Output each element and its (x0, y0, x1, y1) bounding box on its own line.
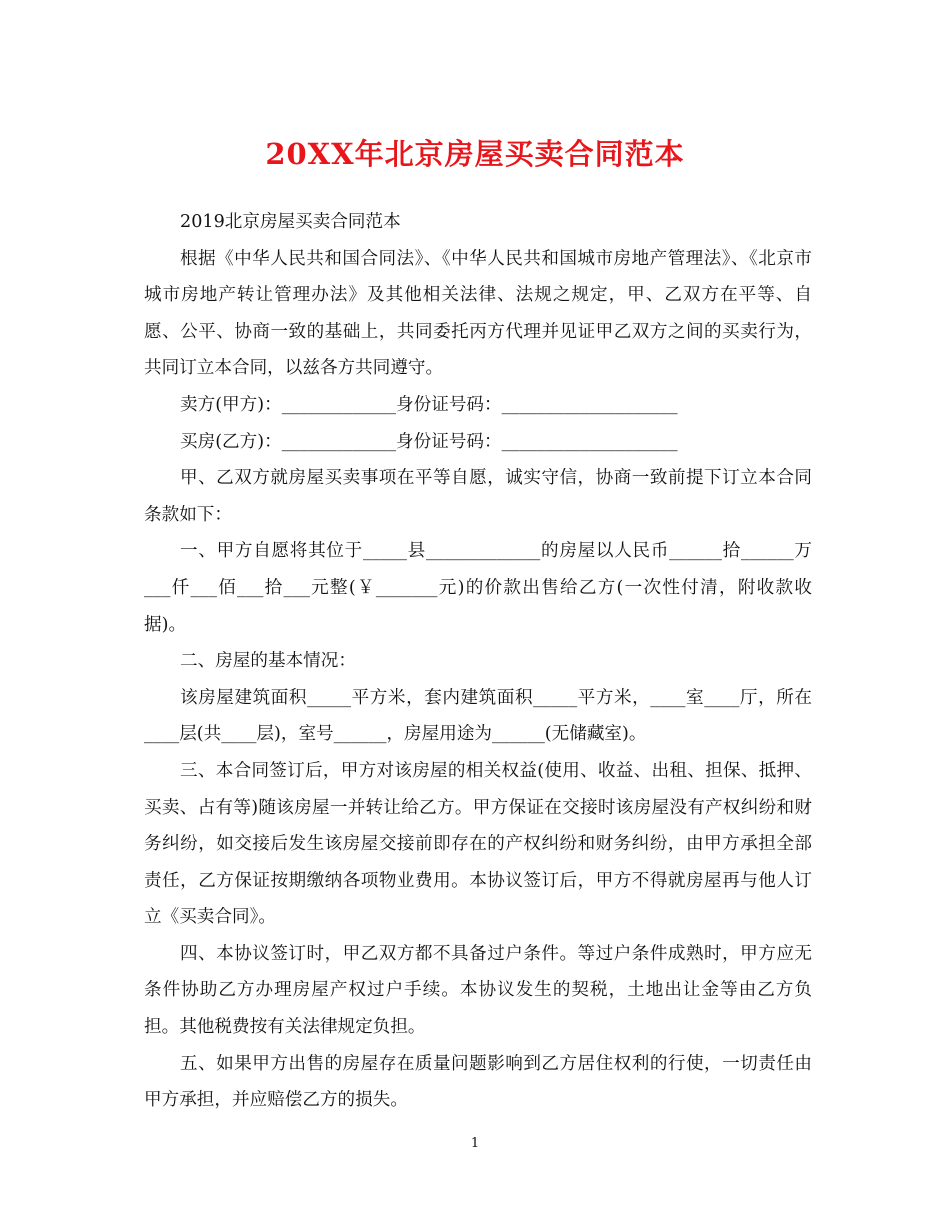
paragraph-buyer: 买房(乙方)：_____________身份证号码：____________________ (180, 431, 678, 452)
paragraph-clause-2-heading: 二、房屋的基本情况： (180, 651, 356, 672)
paragraph-clause-1: 一、甲方自愿将其位于_____县_____________的房屋以人民币______拾______万___仟___佰___拾___元整(￥_______元)的价款出售给乙方(一次性付清，附收款收据)。 (144, 541, 812, 635)
paragraph-clause-5: 五、如果甲方出售的房屋存在质量问题影响到乙方居住权利的行使，一切责任由甲方承担，并应赔偿乙方的损失。 (144, 1053, 812, 1111)
paragraph-clause-2-detail: 该房屋建筑面积_____平方米，套内建筑面积_____平方米，____室____厅，所在____层(共____层)，室号______，房屋用途为______(无储藏室)。 (144, 687, 812, 745)
paragraph-seller: 卖方(甲方)：_____________身份证号码：____________________ (180, 394, 678, 415)
paragraph-clause-3: 三、本合同签订后，甲方对该房屋的相关权益(使用、收益、出租、担保、抵押、买卖、占有等)随该房屋一并转让给乙方。甲方保证在交接时该房屋没有产权纠纷和财务纠纷，如交接后发生该房屋交接前即存在的产权纠纷和财务纠纷，由甲方承担全部责任，乙方保证按期缴纳各项物业费用。本协议签订后，甲方不得就房屋再与他人订立《买卖合同》。 (144, 760, 812, 928)
document-body (144, 204, 812, 1119)
paragraph-preamble: 根据《中华人民共和国合同法》、《中华人民共和国城市房地产管理法》、《北京市城市房地产转让管理办法》及其他相关法律、法规之规定，甲、乙双方在平等、自愿、公平、协商一致的基础上，共同委托丙方代理并见证甲乙双方之间的买卖行为，共同订立本合同，以兹各方共同遵守。 (144, 248, 812, 379)
paragraph-clause-4: 四、本协议签订时，甲乙双方都不具备过户条件。等过户条件成熟时，甲方应无条件协助乙方办理房屋产权过户手续。本协议发生的契税，土地出让金等由乙方负担。其他税费按有关法律规定负担。 (144, 943, 812, 1038)
paragraph-subtitle: 2019北京房屋买卖合同范本 (180, 212, 401, 232)
document-title: 20XX年北京房屋买卖合同范本 (265, 137, 685, 171)
page-number: 1 (470, 1136, 480, 1151)
paragraph-intro: 甲、乙双方就房屋买卖事项在平等自愿，诚实守信，协商一致前提下订立本合同条款如下： (144, 468, 812, 525)
